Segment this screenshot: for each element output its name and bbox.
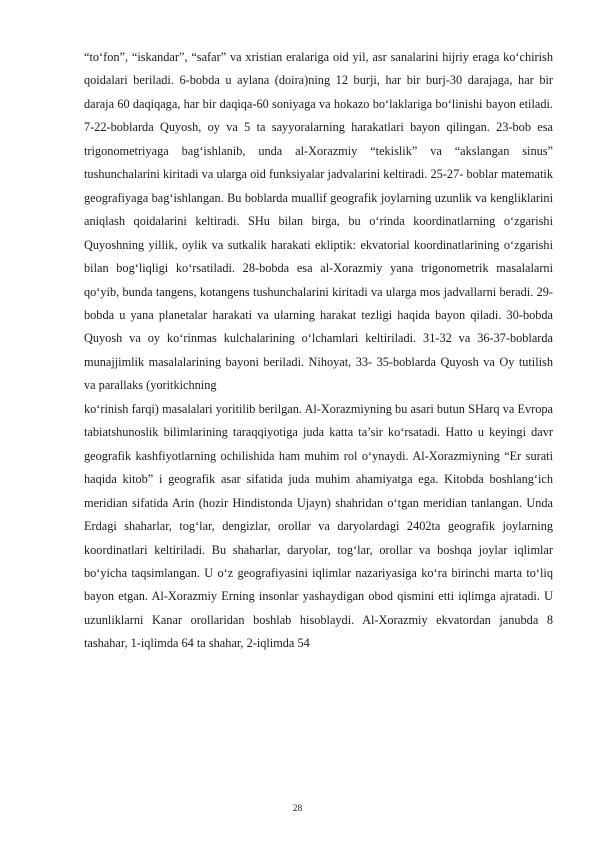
paragraph-2: ko‘rinish farqi) masalalari yoritilib berilgan. Al-Xorazmiyning bu asari butun SHarq va Evropa tabiatshunoslik bilimlarining taraqqiyotiga juda katta ta’sir ko‘rsatadi. Hatto u keyingi davr geografik kashfiyotlarning ochilishida ham muhim rol o‘ynaydi. Al-Xorazmiyning “Er surati haqida kitob” i geografik asar sifatida juda muhim ahamiyatga ega. Kitobda boshlang‘ich meridian sifatida Arin (hozir Hindistonda Ujayn) shahridan o‘tgan meridian tanlangan. Unda Erdagi shaharlar, tog‘lar, dengizlar, orollar va daryolardagi 2402ta geografik joylarning koordinatlari keltiriladi. Bu shaharlar, daryolar, tog‘lar, orollar va boshqa joylar iqlimlar bo‘yicha taqsimlangan. U o‘z geografiyasini iqlimlar nazariyasiga ko‘ra birinchi marta to‘liq bayon etgan. Al-Xorazmiy Erning insonlar yashaydigan obod qismini etti iqlimga ajratadi. U uzunliklarni Kanar orollaridan boshlab hisoblaydi. Al-Xorazmiy ekvatordan janubda 8 tashahar, 1-iqlimda 64 ta shahar, 2-iqlimda 54 <box>84 401 553 651</box>
page-number: 28 <box>292 804 303 814</box>
paragraph-1: “to‘fon”, “iskandar”, “safar” va xristian eralariga oid yil, asr sanalarini hijriy eraga ko‘chirish qoidalari beriladi. 6-bobda u aylana (doira)ning 12 burji, har bir burj-30 darajaga, har bir daraja 60 daqiqaga, har bir daqiqa-60 soniyaga va hokazo bo‘laklariga bo‘linishi bayon etiladi. 7-22-boblarda Quyosh, oy va 5 ta sayyoralarning harakatlari bayon qilingan. 23-bob esa trigonometriyaga bag‘ishlanib, unda al-Xorazmiy “tekislik” va “akslangan sinus” tushunchalarini kiritadi va ularga oid funksiyalar jadvalarini keltiradi. 25-27- boblar matematik geografiyaga bag‘ishlangan. Bu boblarda muallif geografik joylarning uzunlik va kengliklarini aniqlash qoidalarini keltiradi. SHu bilan birga, bu o‘rinda koordinatlarning o‘zgarishi Quyoshning yillik, oylik va sutkalik harakati ekliptik: ekvatorial koordinatlarining o‘zgarishi bilan bog‘liqligi ko‘rsatiladi. 28-bobda esa al-Xorazmiy yana trigonometrik masalalarni qo‘yib, bunda tangens, kotangens tushunchalarini kiritadi va ularga mos jadvallarni beradi. 29-bobda u yana planetalar harakati va ularning harakat tezligi haqida bayon qiladi. 30-bobda Quyosh va oy ko‘rinmas kulchalarining o‘lchamlari keltiriladi. 31-32 va 36-37-boblarda munajjimlik masalalarining bayoni beriladi. Nihoyat, 33- 35-boblarda Quyosh va Oy tutilish va parallaks (yoritkichning <box>84 50 553 393</box>
body-text <box>84 46 553 656</box>
